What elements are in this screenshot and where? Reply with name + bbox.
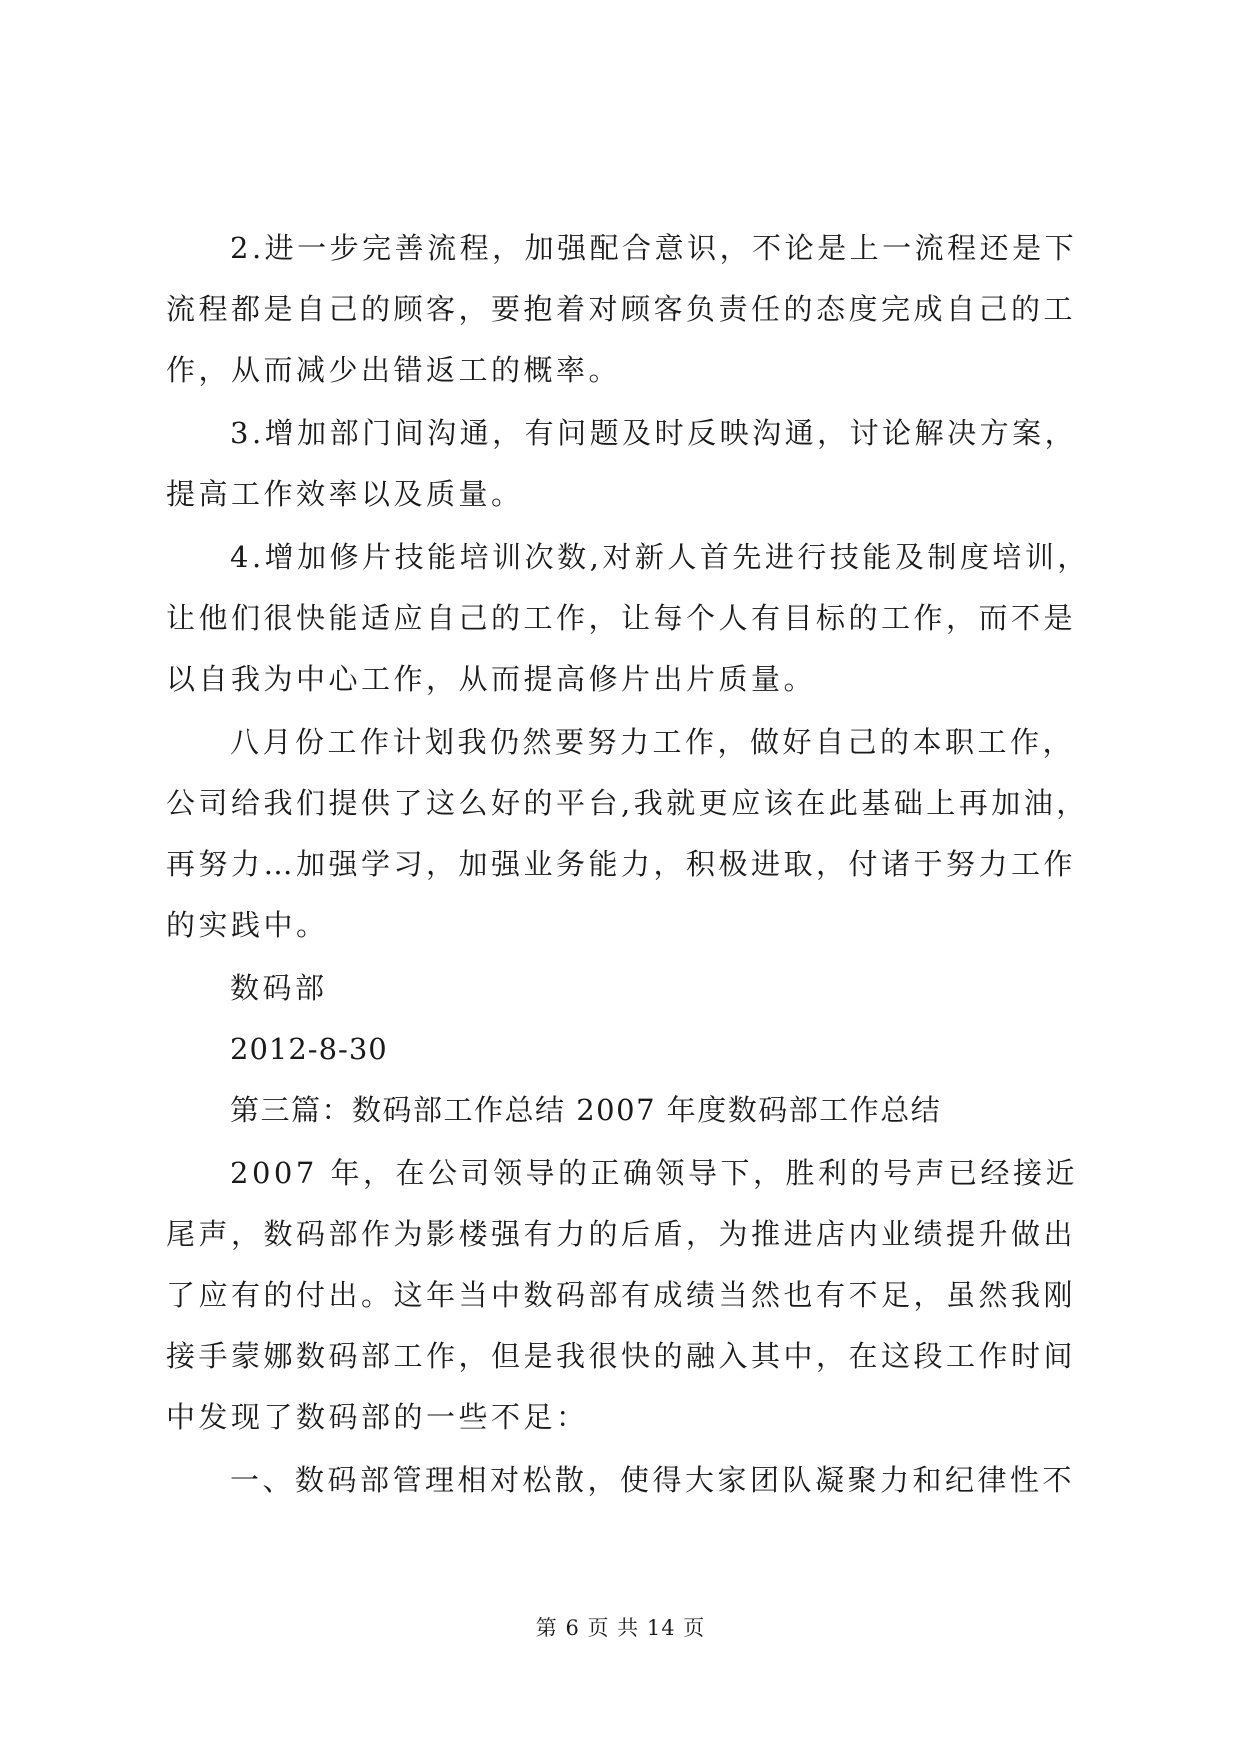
signature-department: 数码部 — [230, 971, 328, 1005]
paragraph-plan-line-1: 八月份工作计划我仍然要努力工作，做好自己的本职工作， — [230, 725, 1076, 759]
paragraph-point-1-line-1: 一、数码部管理相对松散，使得大家团队凝聚力和纪律性不 — [230, 1463, 1076, 1497]
paragraph-2-line-1: 2.进一步完善流程，加强配合意识，不论是上一流程还是下 — [230, 231, 1078, 265]
paragraph-plan-line-4: 的实践中。 — [166, 908, 329, 942]
paragraph-4-line-2: 让他们很快能适应自己的工作，让每个人有目标的工作，而不是 — [166, 601, 1077, 635]
paragraph-2007-line-5: 中发现了数码部的一些不足： — [166, 1400, 589, 1434]
signature-date: 2012-8-30 — [230, 1032, 388, 1066]
paragraph-2007-line-4: 接手蒙娜数码部工作，但是我很快的融入其中，在这段工作时间 — [166, 1339, 1077, 1373]
paragraph-2007-line-2: 尾声，数码部作为影楼强有力的后盾，为推进店内业绩提升做出 — [166, 1217, 1077, 1251]
paragraph-4-line-1: 4.增加修片技能培训次数,对新人首先进行技能及制度培训， — [230, 540, 1090, 574]
paragraph-plan-line-2: 公司给我们提供了这么好的平台,我就更应该在此基础上再加油， — [166, 786, 1089, 820]
paragraph-2-line-2: 流程都是自己的顾客，要抱着对顾客负责任的态度完成自己的工 — [166, 292, 1077, 326]
paragraph-plan-line-3: 再努力…加强学习，加强业务能力，积极进取，付诸于努力工作 — [166, 847, 1077, 881]
paragraph-2007-line-1: 2007 年，在公司领导的正确领导下，胜利的号声已经接近 — [230, 1156, 1079, 1190]
page-number-footer: 第 6 页 共 14 页 — [535, 1616, 706, 1640]
paragraph-3-line-1: 3.增加部门间沟通，有问题及时反映沟通，讨论解决方案， — [230, 416, 1078, 450]
paragraph-2-line-3: 作，从而减少出错返工的概率。 — [166, 353, 622, 387]
paragraph-2007-line-3: 了应有的付出。这年当中数码部有成绩当然也有不足，虽然我刚 — [166, 1278, 1077, 1312]
section-heading: 第三篇：数码部工作总结 2007 年度数码部工作总结 — [230, 1093, 942, 1127]
paragraph-3-line-2: 提高工作效率以及质量。 — [166, 477, 524, 511]
paragraph-4-line-3: 以自我为中心工作，从而提高修片出片质量。 — [166, 662, 817, 696]
